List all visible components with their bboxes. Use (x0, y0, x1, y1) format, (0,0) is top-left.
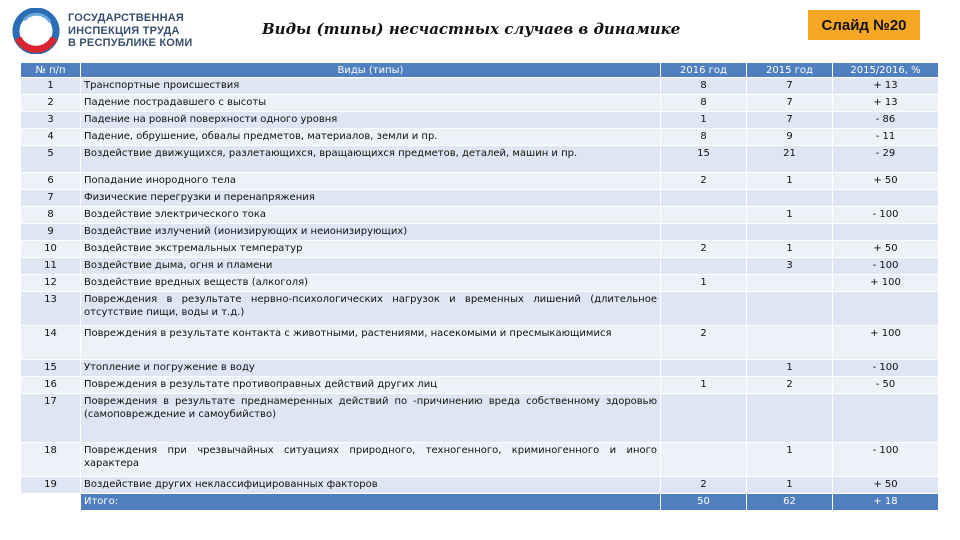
col-header-2015: 2015 год (747, 63, 833, 78)
table-row (21, 207, 939, 224)
row-type: Повреждения при чрезвычайных ситуациях природного, техногенного, криминогенного и иного характера (81, 443, 661, 477)
total-blank-cell (21, 494, 81, 511)
row-percent: + 100 (833, 326, 939, 360)
row-2016: 2 (661, 173, 747, 190)
row-percent: - 100 (833, 443, 939, 477)
row-2015 (747, 326, 833, 360)
row-number: 3 (21, 112, 81, 129)
row-2015: 7 (747, 78, 833, 95)
row-number: 5 (21, 146, 81, 173)
row-type: Попадание инородного тела (81, 173, 661, 190)
row-number: 6 (21, 173, 81, 190)
table-body (21, 78, 939, 511)
row-2016: 8 (661, 129, 747, 146)
row-percent: + 50 (833, 173, 939, 190)
table-row (21, 443, 939, 477)
table-row (21, 95, 939, 112)
row-2015: 1 (747, 477, 833, 494)
total-2016: 50 (661, 494, 747, 511)
row-number: 19 (21, 477, 81, 494)
inspection-emblem-icon (10, 8, 62, 54)
col-header-2016: 2016 год (661, 63, 747, 78)
row-percent: - 50 (833, 377, 939, 394)
total-2015: 62 (747, 494, 833, 511)
row-2016 (661, 360, 747, 377)
row-2016 (661, 443, 747, 477)
row-number: 15 (21, 360, 81, 377)
row-2015: 7 (747, 95, 833, 112)
row-2015 (747, 292, 833, 326)
row-percent: - 86 (833, 112, 939, 129)
logo-line-1: ГОСУДАРСТВЕННАЯ (68, 12, 184, 25)
row-2016: 1 (661, 112, 747, 129)
table-row (21, 190, 939, 207)
row-2015 (747, 275, 833, 292)
row-type: Повреждения в результате контакта с животными, растениями, насекомыми и пресмыкающимися (81, 326, 661, 360)
table-row (21, 326, 939, 360)
row-2015: 1 (747, 207, 833, 224)
row-number: 9 (21, 224, 81, 241)
col-header-type: Виды (типы) (81, 63, 661, 78)
row-2016: 8 (661, 95, 747, 112)
row-percent: - 100 (833, 258, 939, 275)
table-row (21, 360, 939, 377)
row-type: Воздействие излучений (ионизирующих и неионизирующих) (81, 224, 661, 241)
row-2015: 21 (747, 146, 833, 173)
table-header-row (21, 63, 939, 78)
row-2015 (747, 394, 833, 443)
row-2015: 7 (747, 112, 833, 129)
row-2015: 1 (747, 443, 833, 477)
row-number: 2 (21, 95, 81, 112)
row-number: 10 (21, 241, 81, 258)
row-type: Повреждения в результате преднамеренных действий по -причинению вреда собственному здоровью (самоповреждение и самоубийство) (81, 394, 661, 443)
row-number: 8 (21, 207, 81, 224)
logo-line-3: В РЕСПУБЛИКЕ КОМИ (68, 37, 193, 50)
table-row (21, 275, 939, 292)
accident-types-table (20, 62, 939, 511)
row-type: Воздействие движущихся, разлетающихся, вращающихся предметов, деталей, машин и пр. (81, 146, 661, 173)
row-percent (833, 224, 939, 241)
row-2016: 8 (661, 78, 747, 95)
row-type: Падение, обрушение, обвалы предметов, материалов, земли и пр. (81, 129, 661, 146)
row-2016 (661, 207, 747, 224)
col-header-number: № п/п (21, 63, 81, 78)
row-percent (833, 292, 939, 326)
row-percent: + 13 (833, 78, 939, 95)
row-number: 13 (21, 292, 81, 326)
row-percent: + 50 (833, 241, 939, 258)
row-type: Повреждения в результате нервно-психологических нагрузок и временных лишений (длительное отсутствие пищи, воды и т.д.) (81, 292, 661, 326)
row-2015 (747, 190, 833, 207)
row-2015: 3 (747, 258, 833, 275)
row-2016 (661, 394, 747, 443)
row-2015: 2 (747, 377, 833, 394)
row-2015: 1 (747, 173, 833, 190)
row-2015 (747, 224, 833, 241)
row-percent: - 100 (833, 360, 939, 377)
row-2016: 2 (661, 241, 747, 258)
row-2016 (661, 224, 747, 241)
row-2016 (661, 190, 747, 207)
slide-number-badge: Слайд №20 (808, 10, 920, 40)
row-type: Воздействие экстремальных температур (81, 241, 661, 258)
row-2016: 15 (661, 146, 747, 173)
table-row (21, 292, 939, 326)
table-row (21, 173, 939, 190)
logo (10, 8, 210, 54)
table-total-row (21, 494, 939, 511)
row-2016 (661, 258, 747, 275)
table-row (21, 258, 939, 275)
row-percent: + 100 (833, 275, 939, 292)
table-row (21, 78, 939, 95)
row-number: 12 (21, 275, 81, 292)
row-2015: 1 (747, 360, 833, 377)
row-number: 11 (21, 258, 81, 275)
logo-line-2: ИНСПЕКЦИЯ ТРУДА (68, 24, 180, 37)
row-2015: 9 (747, 129, 833, 146)
row-2016: 1 (661, 275, 747, 292)
row-type: Падение на ровной поверхности одного уровня (81, 112, 661, 129)
row-type: Воздействие электрического тока (81, 207, 661, 224)
row-type: Утопление и погружение в воду (81, 360, 661, 377)
row-number: 17 (21, 394, 81, 443)
row-number: 1 (21, 78, 81, 95)
table-row (21, 241, 939, 258)
row-2016 (661, 292, 747, 326)
total-label: Итого: (81, 494, 661, 511)
row-type: Воздействие вредных веществ (алкоголя) (81, 275, 661, 292)
table-row (21, 224, 939, 241)
table-row (21, 112, 939, 129)
row-2016: 1 (661, 377, 747, 394)
row-number: 18 (21, 443, 81, 477)
row-type: Воздействие дыма, огня и пламени (81, 258, 661, 275)
row-type: Физические перегрузки и перенапряжения (81, 190, 661, 207)
row-percent: - 100 (833, 207, 939, 224)
row-percent: + 50 (833, 477, 939, 494)
logo-text (68, 12, 192, 50)
row-number: 14 (21, 326, 81, 360)
row-2016: 2 (661, 326, 747, 360)
table-row (21, 477, 939, 494)
col-header-percent: 2015/2016, % (833, 63, 939, 78)
row-percent (833, 190, 939, 207)
row-2016: 2 (661, 477, 747, 494)
table-row (21, 377, 939, 394)
row-percent (833, 394, 939, 443)
total-percent: + 18 (833, 494, 939, 511)
row-type: Воздействие других неклассифицированных факторов (81, 477, 661, 494)
page-title: Виды (типы) несчастных случаев в динамике (262, 20, 681, 38)
row-percent: - 29 (833, 146, 939, 173)
row-number: 7 (21, 190, 81, 207)
row-type: Падение пострадавшего с высоты (81, 95, 661, 112)
table-row (21, 146, 939, 173)
row-type: Транспортные происшествия (81, 78, 661, 95)
row-percent: - 11 (833, 129, 939, 146)
row-number: 4 (21, 129, 81, 146)
table-row (21, 129, 939, 146)
row-2015: 1 (747, 241, 833, 258)
row-type: Повреждения в результате противоправных действий других лиц (81, 377, 661, 394)
table-row (21, 394, 939, 443)
row-number: 16 (21, 377, 81, 394)
row-percent: + 13 (833, 95, 939, 112)
